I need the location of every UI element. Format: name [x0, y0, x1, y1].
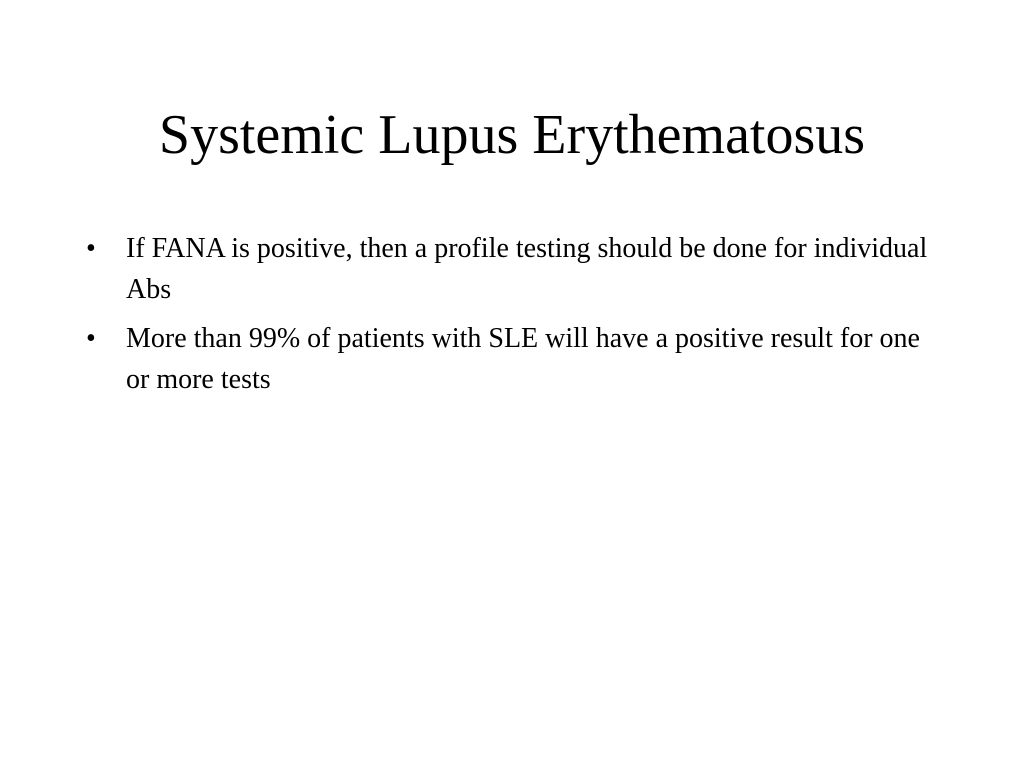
bullet-dot-icon: •	[86, 233, 96, 264]
bullet-item	[86, 318, 936, 400]
bullet-dot-icon: •	[86, 323, 96, 354]
bullet-list	[86, 228, 936, 408]
bullet-item	[86, 228, 936, 310]
slide-title: Systemic Lupus Erythematosus	[158, 104, 866, 166]
bullet-text: If FANA is positive, then a profile testing should be done for individual Abs	[126, 233, 928, 305]
bullet-text: More than 99% of patients with SLE will have a positive result for one or more tests	[126, 323, 920, 395]
